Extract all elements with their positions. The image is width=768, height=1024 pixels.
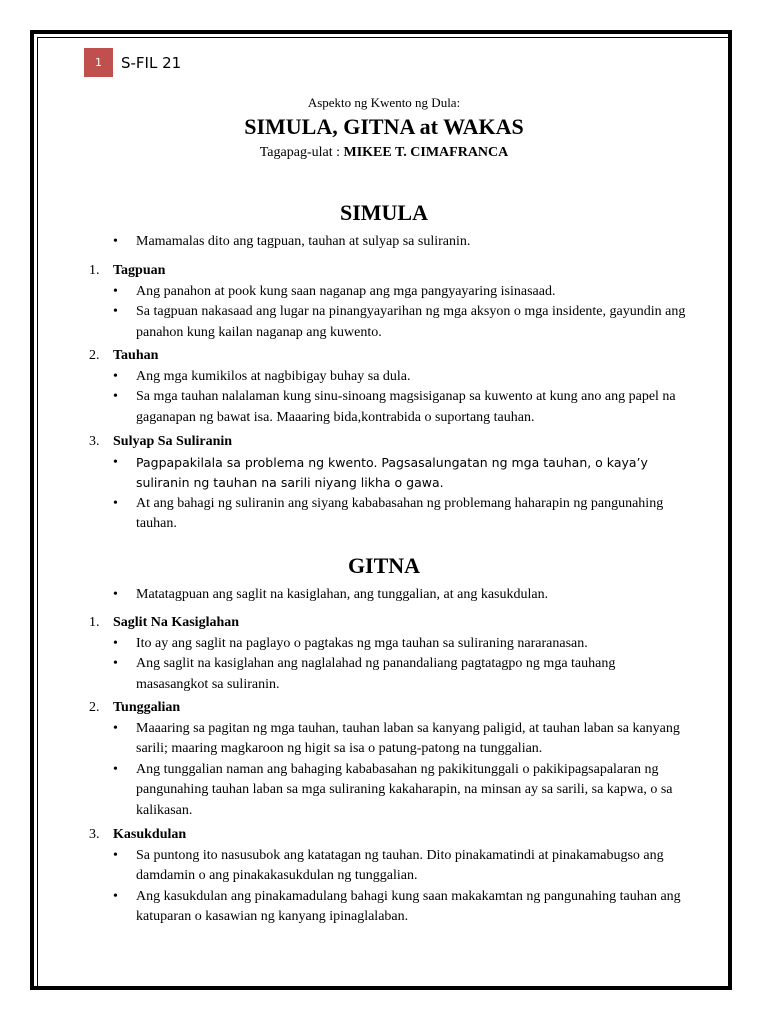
bullet: • [113,761,118,777]
bullet-text: Sa puntong ito nasusubok ang katatagan ng tauhan. Dito pinakamatindi at pinakamabugso ang damdamin o ang pinakakasukdulan ng tunggalian. [136,847,664,883]
bullet: • [113,454,118,470]
page-header [84,48,181,77]
simula-item-tauhan [89,346,689,428]
reporter-name: MIKEE T. CIMAFRANCA [343,145,509,160]
bullet: • [113,656,118,671]
bullet: • [113,847,118,863]
simula-intro [89,232,689,253]
bullet: • [113,304,118,319]
item-number: 2. [89,348,100,363]
bullet-text: Sa tagpuan nakasaad ang lugar na pinangyayarihan ng mga aksyon o mga insidente, gayundin ang panahon kung kailan naganap ang kuwento. [136,304,686,340]
gitna-item-kasukdulan [89,825,689,928]
bullet-text: Pagpapakilala sa problema ng kwento. Pagsasalungatan ng mga tauhan, o kaya’y suliranin ng tauhan na sarili niyang likha o gawa. [136,454,648,490]
bullet-text: Ang saglit na kasiglahan ang naglalahad ng panandaliang pagtatagpo ng mga tauhang masasangkot sa suliranin. [136,656,616,692]
item-number: 3. [89,827,100,842]
bullet-text: Ang mga kumikilos at nagbibigay buhay sa dula. [136,368,411,384]
item-title: Sulyap Sa Suliranin [113,434,233,449]
item-number: 1. [89,263,100,278]
doc-reporter [0,145,768,161]
bullet: • [113,635,118,651]
gitna-item-tunggalian [89,698,689,821]
doc-title: SIMULA, GITNA at WAKAS [244,114,524,139]
gitna-intro [89,585,689,606]
item-title: Tunggalian [113,700,181,715]
intro-text: Matatagpuan ang saglit na kasiglahan, ang tunggalian, at ang kasukdulan. [136,587,549,602]
bullet-text: Ang panahon at pook kung saan naganap ang mga pangyayaring isinasaad. [136,283,556,299]
item-number: 3. [89,434,100,449]
bullet: • [113,888,118,904]
section-heading-simula: SIMULA [339,200,428,225]
bullet: • [113,389,118,404]
bullet: • [113,283,118,299]
bullet-text: Ang tunggalian naman ang bahaging kababasahan ng pakikitunggali o pakikipagsapalaran ng pangunahing tauhan laban sa mga suliraning kakaharapin, na minsan ay sa sarili, sa kapwa, o sa kalikasan. [136,761,673,818]
item-title: Saglit Na Kasiglahan [113,615,240,630]
bullet: • [113,234,118,249]
reporter-label: Tagapag-ulat : [259,145,344,160]
bullet: • [113,368,118,384]
item-title: Kasukdulan [113,827,187,842]
page-number-badge: 1 [84,48,113,77]
bullet: • [113,587,118,602]
bullet-text: Sa mga tauhan nalalaman kung sinu-sinoang magsisiganap sa kuwento at kung ano ang papel na gaganapan ng bawat isa. Maaaring bida,kontrabida o suportang tauhan. [136,389,676,425]
item-title: Tagpuan [113,263,166,278]
bullet: • [113,495,118,511]
simula-item-sulyap [89,432,689,535]
item-number: 1. [89,615,100,630]
bullet-text: Ito ay ang saglit na paglayo o pagtakas ng mga tauhan sa suliraning nararanasan. [136,635,588,651]
simula-item-tagpuan [89,261,689,343]
bullet: • [113,720,118,736]
intro-text: Mamamalas dito ang tagpuan, tauhan at sulyap sa suliranin. [136,234,471,249]
item-number: 2. [89,700,100,715]
course-code: S-FIL 21 [121,53,182,72]
section-heading-gitna: GITNA [347,553,421,578]
bullet-text: Maaaring sa pagitan ng mga tauhan, tauhan laban sa kanyang paligid, at tauhan laban sa kanyang sarili; maaring magkaroon ng higit sa isa o patung-patong na tunggalian. [136,720,680,756]
bullet-text: At ang bahagi ng suliranin ang siyang kababasahan ng problemang haharapin ng pangunahing tauhan. [136,495,664,531]
doc-subtitle: Aspekto ng Kwento ng Dula: [307,95,461,110]
item-title: Tauhan [113,348,159,363]
bullet-text: Ang kasukdulan ang pinakamadulang bahagi kung saan makakamtan ng pangunahing tauhan ang katuparan o kasawian ng kanyang ipinaglalaban. [136,888,681,924]
gitna-item-kasiglahan [89,613,689,695]
